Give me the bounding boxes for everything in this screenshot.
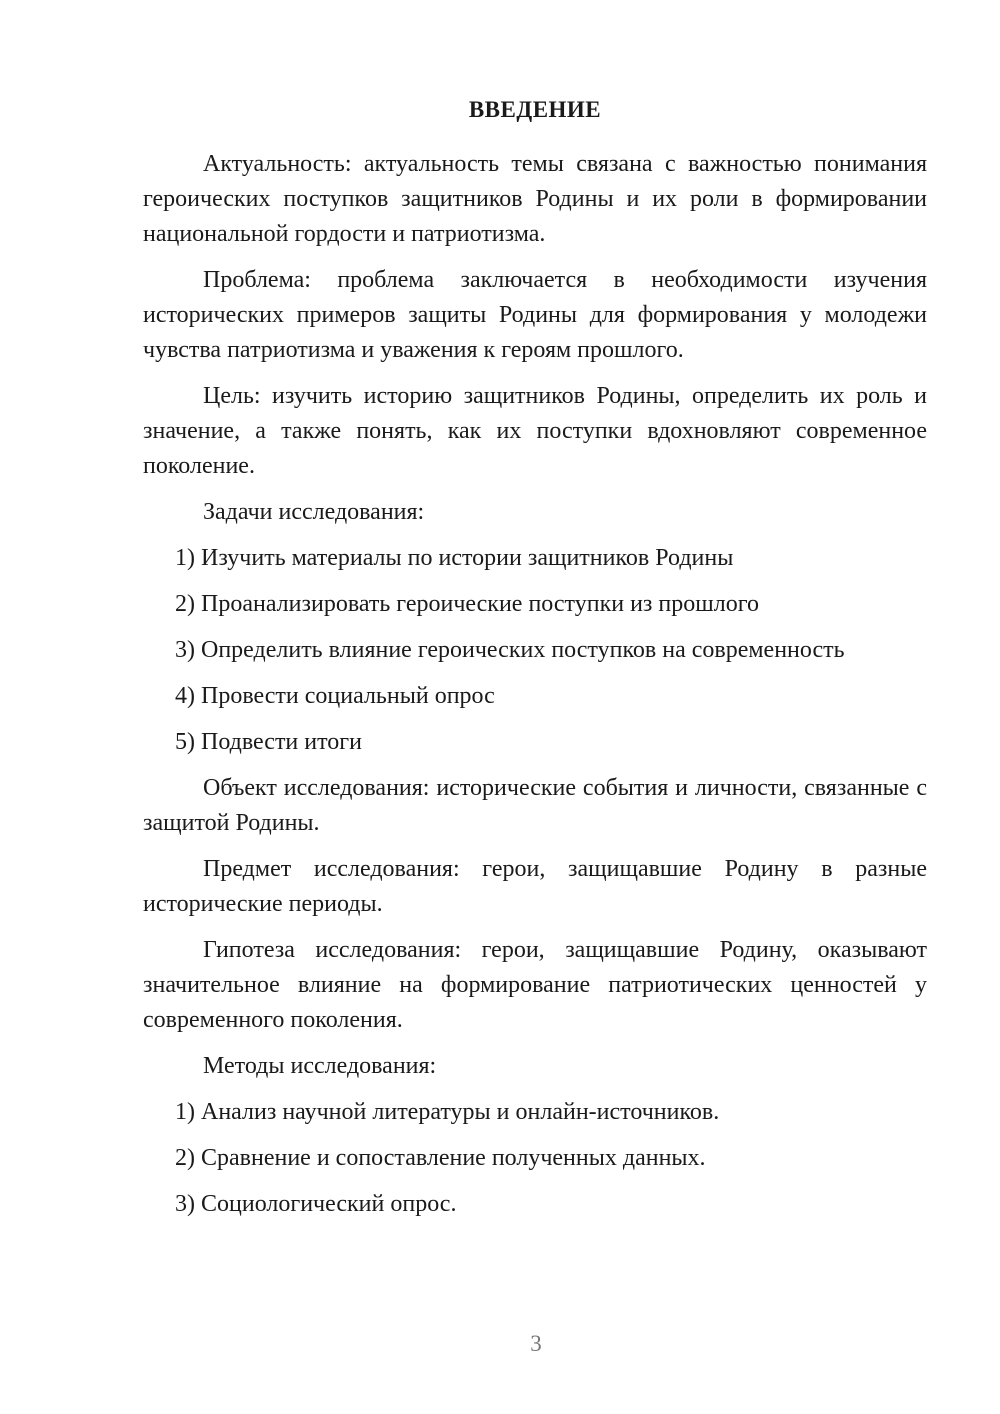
problem-paragraph: Проблема: проблема заключается в необходимости изучения исторических примеров защиты Родины для формирования у молодежи чувства патриотизма и уважения к героям прошлого. (143, 267, 927, 363)
list-item: 5) Подвести итоги (175, 729, 362, 755)
goal-paragraph: Цель: изучить историю защитников Родины, определить их роль и значение, а также понять, как их поступки вдохновляют современное поколение. (143, 383, 927, 479)
tasks-list (143, 541, 927, 760)
list-item: 1) Анализ научной литературы и онлайн-источников. (175, 1099, 720, 1125)
object-paragraph: Объект исследования: исторические события и личности, связанные с защитой Родины. (143, 775, 927, 836)
subject-paragraph: Предмет исследования: герои, защищавшие Родину в разные исторические периоды. (143, 856, 927, 917)
list-item: 2) Сравнение и сопоставление полученных данных. (175, 1145, 706, 1171)
page-content (143, 95, 927, 1233)
list-item: 3) Социологический опрос. (175, 1191, 457, 1217)
tasks-heading: Задачи исследования: (203, 499, 425, 525)
hypothesis-paragraph: Гипотеза исследования: герои, защищавшие Родину, оказывают значительное влияние на формирование патриотических ценностей у современного поколения. (143, 937, 927, 1033)
relevance-paragraph: Актуальность: актуальность темы связана с важностью понимания героических поступков защитников Родины и их роли в формировании национальной гордости и патриотизма. (143, 151, 927, 247)
methods-list (143, 1095, 927, 1222)
list-item: 2) Проанализировать героические поступки из прошлого (175, 591, 759, 617)
methods-heading: Методы исследования: (203, 1053, 437, 1079)
page-number: 3 (530, 1331, 542, 1356)
list-item: 1) Изучить материалы по истории защитников Родины (175, 545, 734, 571)
list-item: 3) Определить влияние героических поступков на современность (175, 637, 845, 663)
list-item: 4) Провести социальный опрос (175, 683, 495, 709)
section-title: ВВЕДЕНИЕ (468, 97, 602, 122)
